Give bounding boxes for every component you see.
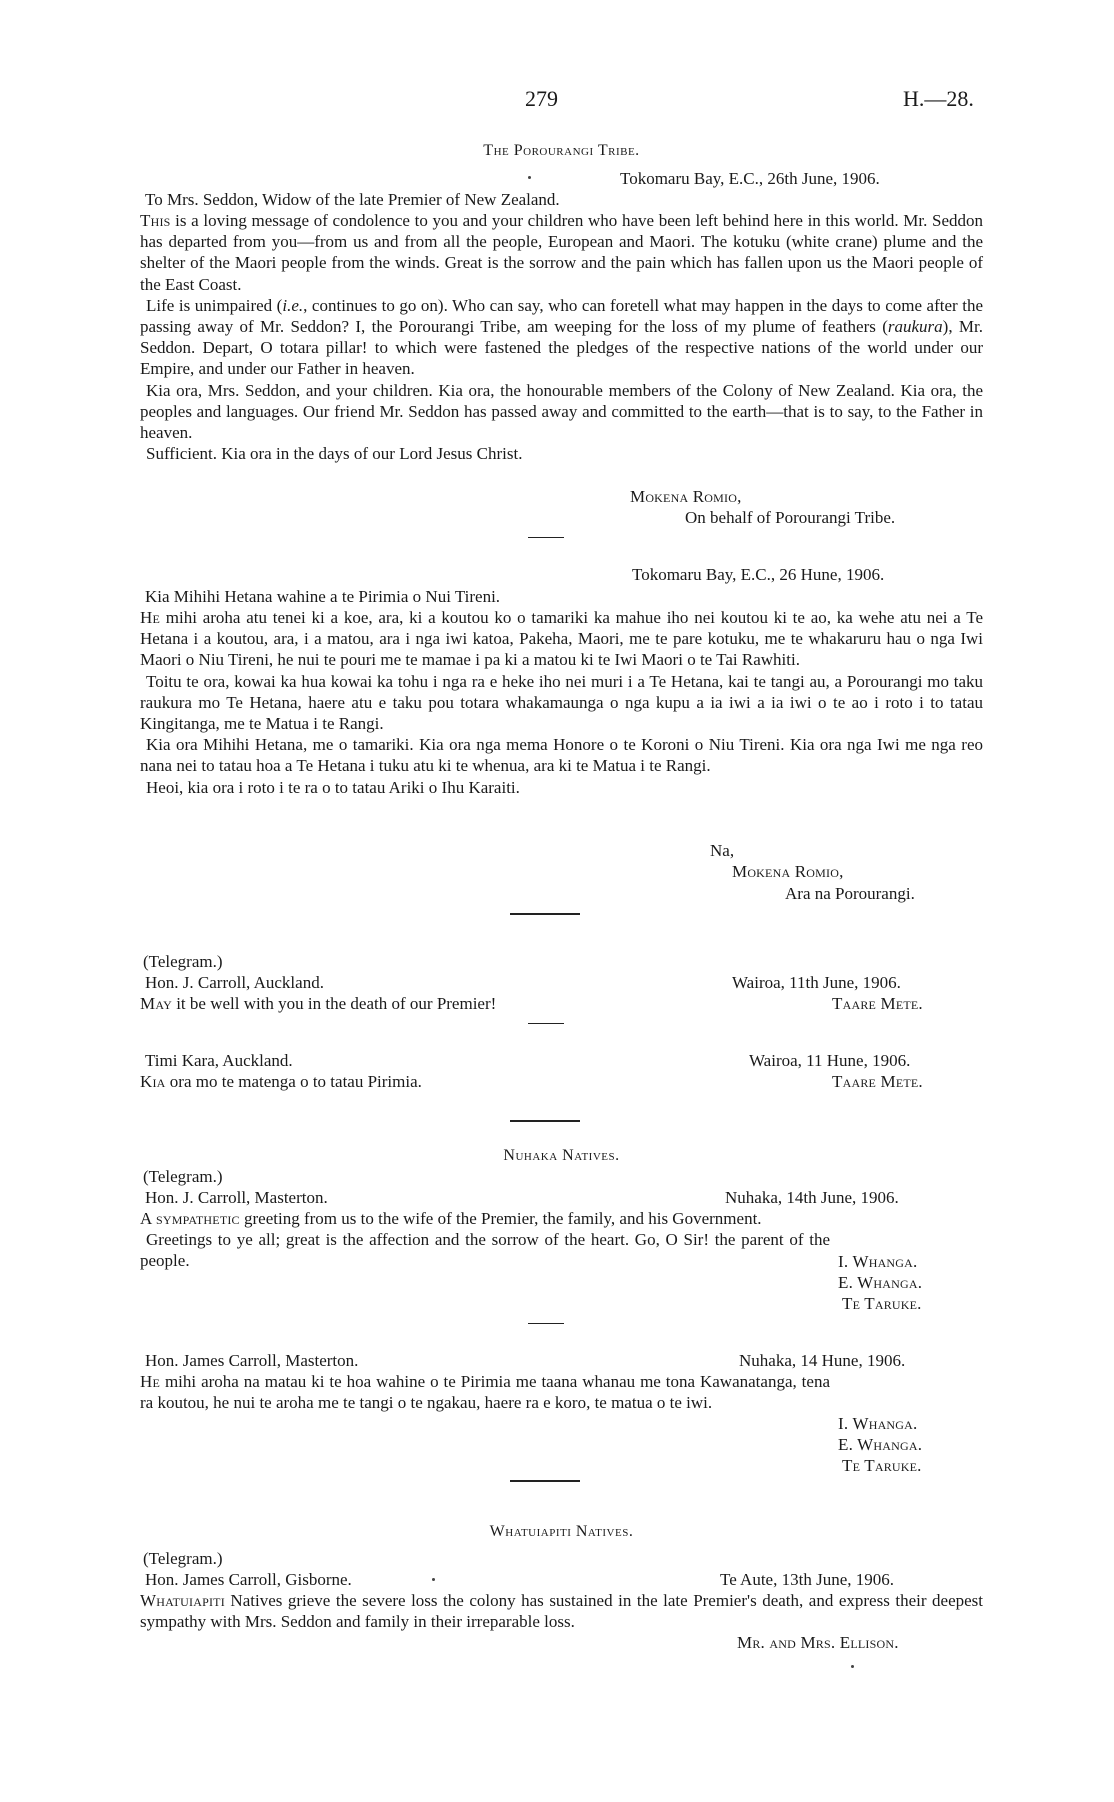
telegram-message: May it be well with you in the death of our Premier! [140, 994, 497, 1013]
addressee: Timi Kara, Auckland. [145, 1051, 293, 1070]
addressee: Hon. J. Carroll, Auckland. [145, 973, 324, 992]
dateline: Tokomaru Bay, E.C., 26 Hune, 1906. [632, 565, 885, 584]
paragraph: Sufficient. Kia ora in the days of our Lord Jesus Christ. [146, 444, 523, 464]
paragraph: He mihi aroha na matau ki te hoa wahine o te Pirimia me taana whanau me tona Kawanatanga, tena ra koutou, he nui te aroha me te tangi o te ngakau, haere ra e koro, te matua o te iwi. [140, 1372, 830, 1413]
dateline: Te Aute, 13th June, 1906. [720, 1570, 894, 1589]
divider [528, 1323, 564, 1324]
divider [510, 1120, 580, 1122]
addressee: Hon. James Carroll, Masterton. [145, 1351, 359, 1370]
paragraph: Kia ora, Mrs. Seddon, and your children. Kia ora, the honourable members of the Colony of New Zealand. Kia ora, the peoples and languages. Our friend Mr. Seddon has passed away and committed to the earth—that is to say, to the Father in heaven. [140, 380, 983, 443]
section-title-nuhaka: Nuhaka Natives. [503, 1147, 620, 1164]
signature-name: Mr. and Mrs. Ellison. [737, 1633, 899, 1652]
closing-na: Na, [710, 841, 735, 860]
section-title-porourangi: The Porourangi Tribe. [483, 142, 640, 159]
signature-name: Taare Mete. [832, 1072, 923, 1091]
telegram-message: Kia ora mo te matenga o to tatau Pirimia. [140, 1072, 422, 1091]
signature-name: I. Whanga. [838, 1414, 918, 1433]
salutation: To Mrs. Seddon, Widow of the late Premier of New Zealand. [145, 190, 560, 209]
telegram-body [140, 1590, 983, 1632]
signature-name: Mokena Romio, [732, 862, 844, 881]
telegram-body [140, 1371, 983, 1413]
paragraph: Heoi, kia ora i roto i te ra o to tatau Ariki o Ihu Karaiti. [146, 777, 520, 797]
divider [528, 1023, 564, 1024]
signature-name: Mokena Romio, [630, 487, 742, 506]
signature-role: On behalf of Porourangi Tribe. [685, 508, 896, 527]
print-speck [851, 1665, 854, 1668]
signature-name: E. Whanga. [838, 1273, 923, 1292]
page-number: 279 [525, 86, 558, 111]
signature-name: Taare Mete. [832, 994, 923, 1013]
salutation: Kia Mihihi Hetana wahine a te Pirimia o Nui Tireni. [145, 587, 501, 606]
divider [528, 537, 564, 538]
telegram-label: (Telegram.) [143, 1549, 223, 1568]
addressee: Hon. James Carroll, Gisborne. [145, 1570, 352, 1589]
paragraph: Toitu te ora, kowai ka hua kowai ka tohu i nga ra e heke iho nei muri i a Te Hetana, kai te tangi au, a Porourangi mo taku raukura mo Te Hetana, haere atu e taku pou totara whakamaunga o nga kupu a ia iwi a ia iwi o te ao i roto i to tatau Kingitanga, me te Matua i te Rangi. [140, 671, 983, 734]
paragraph: This is a loving message of condolence to you and your children who have been left behind here in this world. Mr. Seddon has departed from you—from us and from all the people, European and Maori. The kotuku (white crane) plume and the shelter of the Maori people from the winds. Great is the sorrow and the pain which has fallen upon us the Maori people of the East Coast. [140, 211, 983, 294]
signature-name: I. Whanga. [838, 1252, 918, 1271]
paragraph: Life is unimpaired (i.e., continues to go on). Who can say, who can foretell what may happen in the days to come after the passing away of Mr. Seddon? I, the Porourangi Tribe, am weeping for the loss of my plume of feathers (raukura), Mr. Seddon. Depart, O totara pillar! to which were fastened the pledges of the respective nations of the world under our Empire, and under our Father in heaven. [140, 295, 983, 379]
print-speck [528, 176, 531, 179]
document-reference: H.—28. [903, 86, 974, 111]
divider [510, 1480, 580, 1482]
dateline: Nuhaka, 14 Hune, 1906. [739, 1351, 906, 1370]
telegram-label: (Telegram.) [143, 1167, 223, 1186]
letter-body-english [140, 210, 983, 464]
addressee: Hon. J. Carroll, Masterton. [145, 1188, 328, 1207]
signature-role: Ara na Porourangi. [785, 884, 915, 903]
signature-name: Te Taruke. [842, 1456, 922, 1475]
dateline: Wairoa, 11th June, 1906. [732, 973, 901, 992]
paragraph: Kia ora Mihihi Hetana, me o tamariki. Kia ora nga mema Honore o te Koroni o Niu Tireni. Kia ora nga Iwi me nga reo nana nei to tatau hoa a Te Hetana i tuku atu ki te whenua, ara ki te Matua i te Rangi. [140, 735, 983, 776]
print-speck [432, 1578, 435, 1581]
signature-name: Te Taruke. [842, 1294, 922, 1313]
dateline: Tokomaru Bay, E.C., 26th June, 1906. [620, 169, 880, 188]
paragraph: Whatuiapiti Natives grieve the severe loss the colony has sustained in the late Premier's death, and express their deepest sympathy with Mrs. Seddon and family in their irreparable loss. [140, 1591, 983, 1632]
paragraph: He mihi aroha atu tenei ki a koe, ara, ki a koutou ko o tamariki ka mahue iho nei koutou ki te ao, ka wehe atu nei a Te Hetana i a koutou, ara, i a matou, ara i nga iwi katoa, Pakeha, Maori, me te pare kotuku, me te whakaruru hau o nga Iwi Maori o Niu Tireni, he nui te pouri me te mamae i pa ki a matou ki te Iwi Maori o te Tai Rawhiti. [140, 608, 983, 670]
signature-name: E. Whanga. [838, 1435, 923, 1454]
paragraph: Greetings to ye all; great is the affection and the sorrow of the heart. Go, O Sir! the parent of the people. [140, 1230, 830, 1271]
dateline: Wairoa, 11 Hune, 1906. [749, 1051, 911, 1070]
telegram-label: (Telegram.) [143, 952, 223, 971]
paragraph: A sympathetic greeting from us to the wife of the Premier, the family, and his Government. [140, 1209, 762, 1228]
section-title-whatuiapiti: Whatuiapiti Natives. [489, 1523, 634, 1540]
letter-body-maori [140, 607, 983, 798]
dateline: Nuhaka, 14th June, 1906. [725, 1188, 899, 1207]
divider [510, 913, 580, 915]
